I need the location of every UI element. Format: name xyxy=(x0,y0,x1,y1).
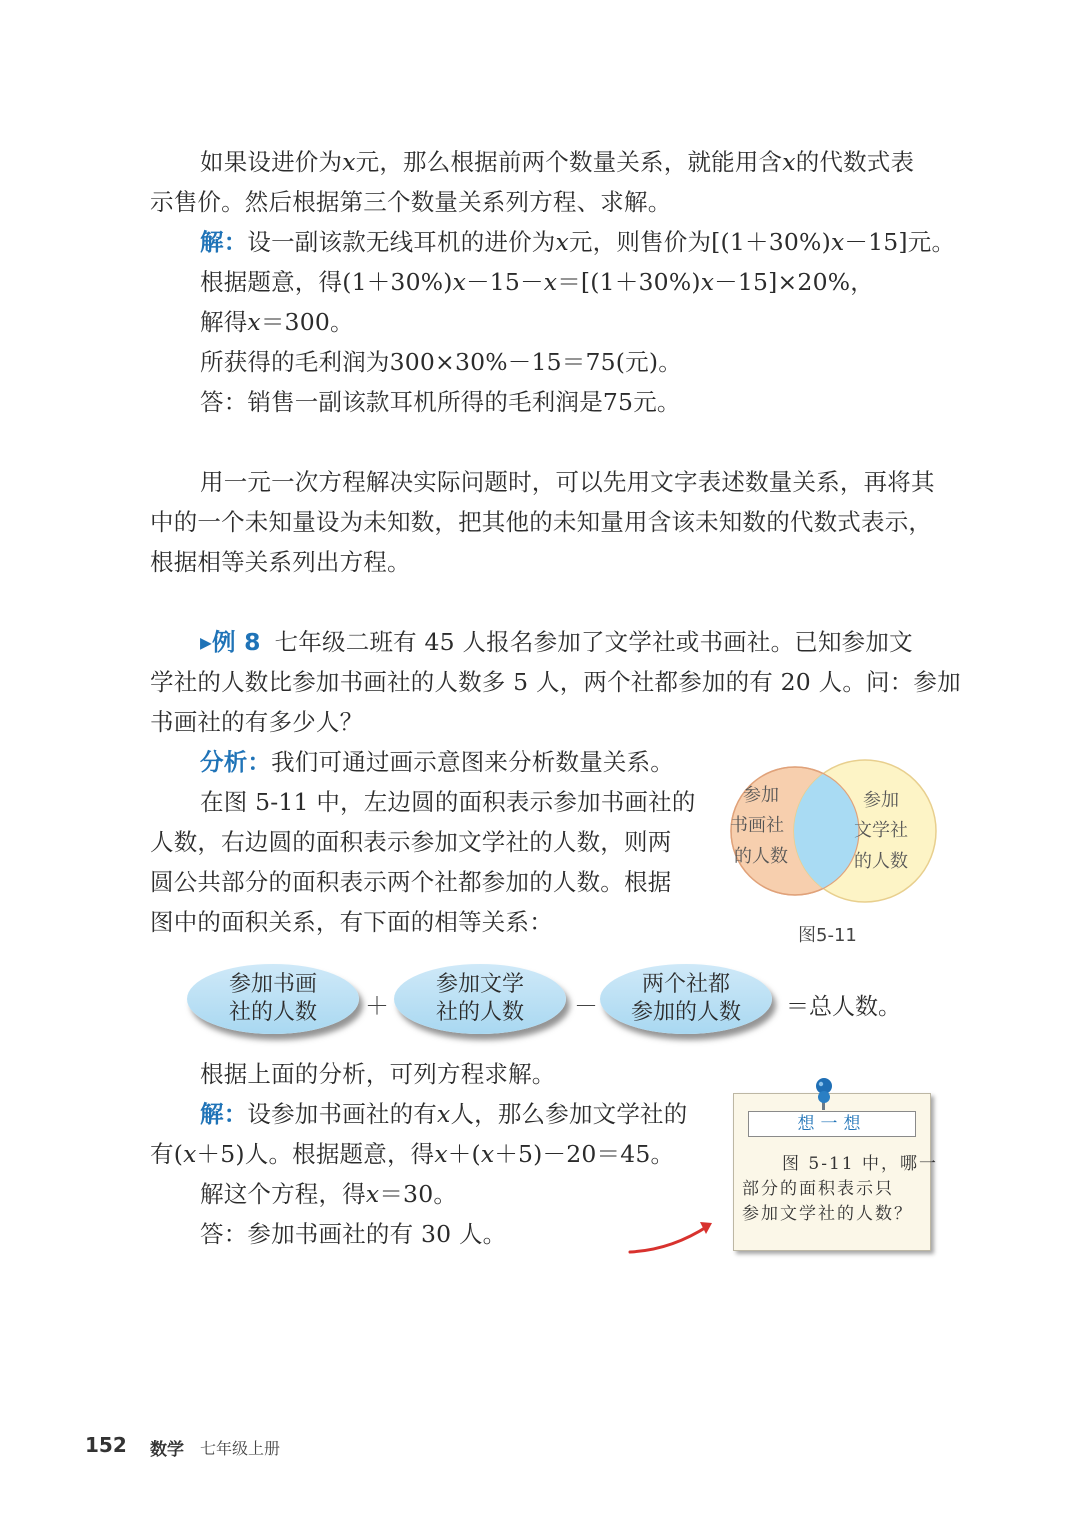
term-line: 参加的人数 xyxy=(630,1000,741,1025)
text-line: 圆公共部分的面积表示两个社都参加的人数。根据 xyxy=(150,868,672,896)
text-line: 示售价。然后根据第三个数量关系列方程、求解。 xyxy=(150,188,672,216)
term-line: 参加书画 xyxy=(228,972,317,997)
text-line: 人数，右边圆的面积表示参加文学社的人数，则两 xyxy=(150,828,672,856)
text-line: 在图 5-11 中，左边圆的面积表示参加书画社的 xyxy=(200,788,696,816)
text-line: 根据题意，得(1＋30%)𝑥－15－𝑥＝[(1＋30%)𝑥－15]×20%， xyxy=(200,268,874,296)
text-line: 学社的人数比参加书画社的人数多 5 人，两个社都参加的有 20 人。问：参加 xyxy=(150,668,961,696)
term-line: 社的人数 xyxy=(228,1000,317,1025)
text-line: 有(𝑥＋5)人。根据题意，得𝑥＋(𝑥＋5)－20＝45。 xyxy=(150,1140,675,1168)
text-line: 中的一个未知量设为未知数，把其他的未知量用含该未知数的代数式表示， xyxy=(150,508,933,536)
text-line: 图中的面积关系，有下面的相等关系： xyxy=(150,908,553,936)
figure-caption: 图5-11 xyxy=(798,925,857,946)
minus-operator: － xyxy=(574,992,598,1020)
solution-line xyxy=(200,1099,687,1129)
term-line: 参加文学 xyxy=(435,972,524,997)
equation-result: ＝总人数。 xyxy=(786,994,901,1020)
term-both-count xyxy=(600,964,772,1034)
solution-label: 解： xyxy=(200,1100,248,1128)
text-line: 解得𝑥＝300。 xyxy=(200,308,354,336)
text-line: 解这个方程，得𝑥＝30。 xyxy=(200,1180,458,1208)
text-line: 用一元一次方程解决实际问题时，可以先用文字表述数量关系，再将其 xyxy=(200,468,935,496)
left-label-1: 参加 xyxy=(743,785,779,806)
analysis-line xyxy=(200,747,674,777)
text-line: 答：参加书画社的有 30 人。 xyxy=(200,1220,507,1248)
term-line: 两个社都 xyxy=(641,972,730,997)
left-label-3: 的人数 xyxy=(734,846,788,867)
page-number: 152 xyxy=(85,1433,127,1457)
right-label-2: 文学社 xyxy=(854,820,908,841)
solution-text: 设一副该款无线耳机的进价为𝑥元，则售价为[(1＋30%)𝑥－15]元。 xyxy=(247,228,956,256)
term-line: 社的人数 xyxy=(435,1000,524,1025)
think-text-line: 参加文学社的人数？ xyxy=(742,1204,913,1224)
text-line: 根据上面的分析，可列方程求解。 xyxy=(200,1060,556,1088)
analysis-label: 分析： xyxy=(200,748,272,776)
solution-text: 设参加书画社的有𝑥人，那么参加文学社的 xyxy=(247,1100,688,1128)
example-label: ▸例 8 xyxy=(200,628,261,656)
text-line: 根据相等关系列出方程。 xyxy=(150,548,411,576)
footer-subject: 数学 xyxy=(150,1440,184,1460)
venn-diagram xyxy=(715,755,945,915)
red-curved-arrow-icon xyxy=(626,1214,718,1258)
analysis-text: 我们可通过画示意图来分析数量关系。 xyxy=(271,748,675,776)
footer-book: 七年级上册 xyxy=(200,1439,281,1458)
text-line: 如果设进价为𝑥元，那么根据前两个数量关系，就能用含𝑥的代数式表 xyxy=(200,148,915,176)
text-line: 所获得的毛利润为300×30%－15＝75(元)。 xyxy=(200,348,682,376)
text-line: 答：销售一副该款耳机所得的毛利润是75元。 xyxy=(200,388,681,416)
right-label-1: 参加 xyxy=(863,790,899,811)
pushpin-icon xyxy=(811,1076,837,1112)
think-text-line: 部分的面积表示只 xyxy=(742,1179,894,1199)
term-calligraphy-count xyxy=(187,964,359,1034)
example-text: 七年级二班有 45 人报名参加了文学社或书画社。已知参加文 xyxy=(274,628,913,656)
right-label-3: 的人数 xyxy=(854,851,908,872)
example-heading-line xyxy=(200,627,913,657)
text-line: 书画社的有多少人？ xyxy=(150,708,364,736)
term-literature-count xyxy=(394,964,566,1034)
solution-line xyxy=(200,227,955,257)
think-title: 想一想 xyxy=(748,1111,916,1137)
think-text-line: 图 5-11 中，哪一 xyxy=(782,1154,938,1174)
think-note xyxy=(733,1093,938,1251)
plus-operator: ＋ xyxy=(365,992,389,1020)
left-label-2: 书画社 xyxy=(730,815,784,836)
solution-label: 解： xyxy=(200,228,248,256)
